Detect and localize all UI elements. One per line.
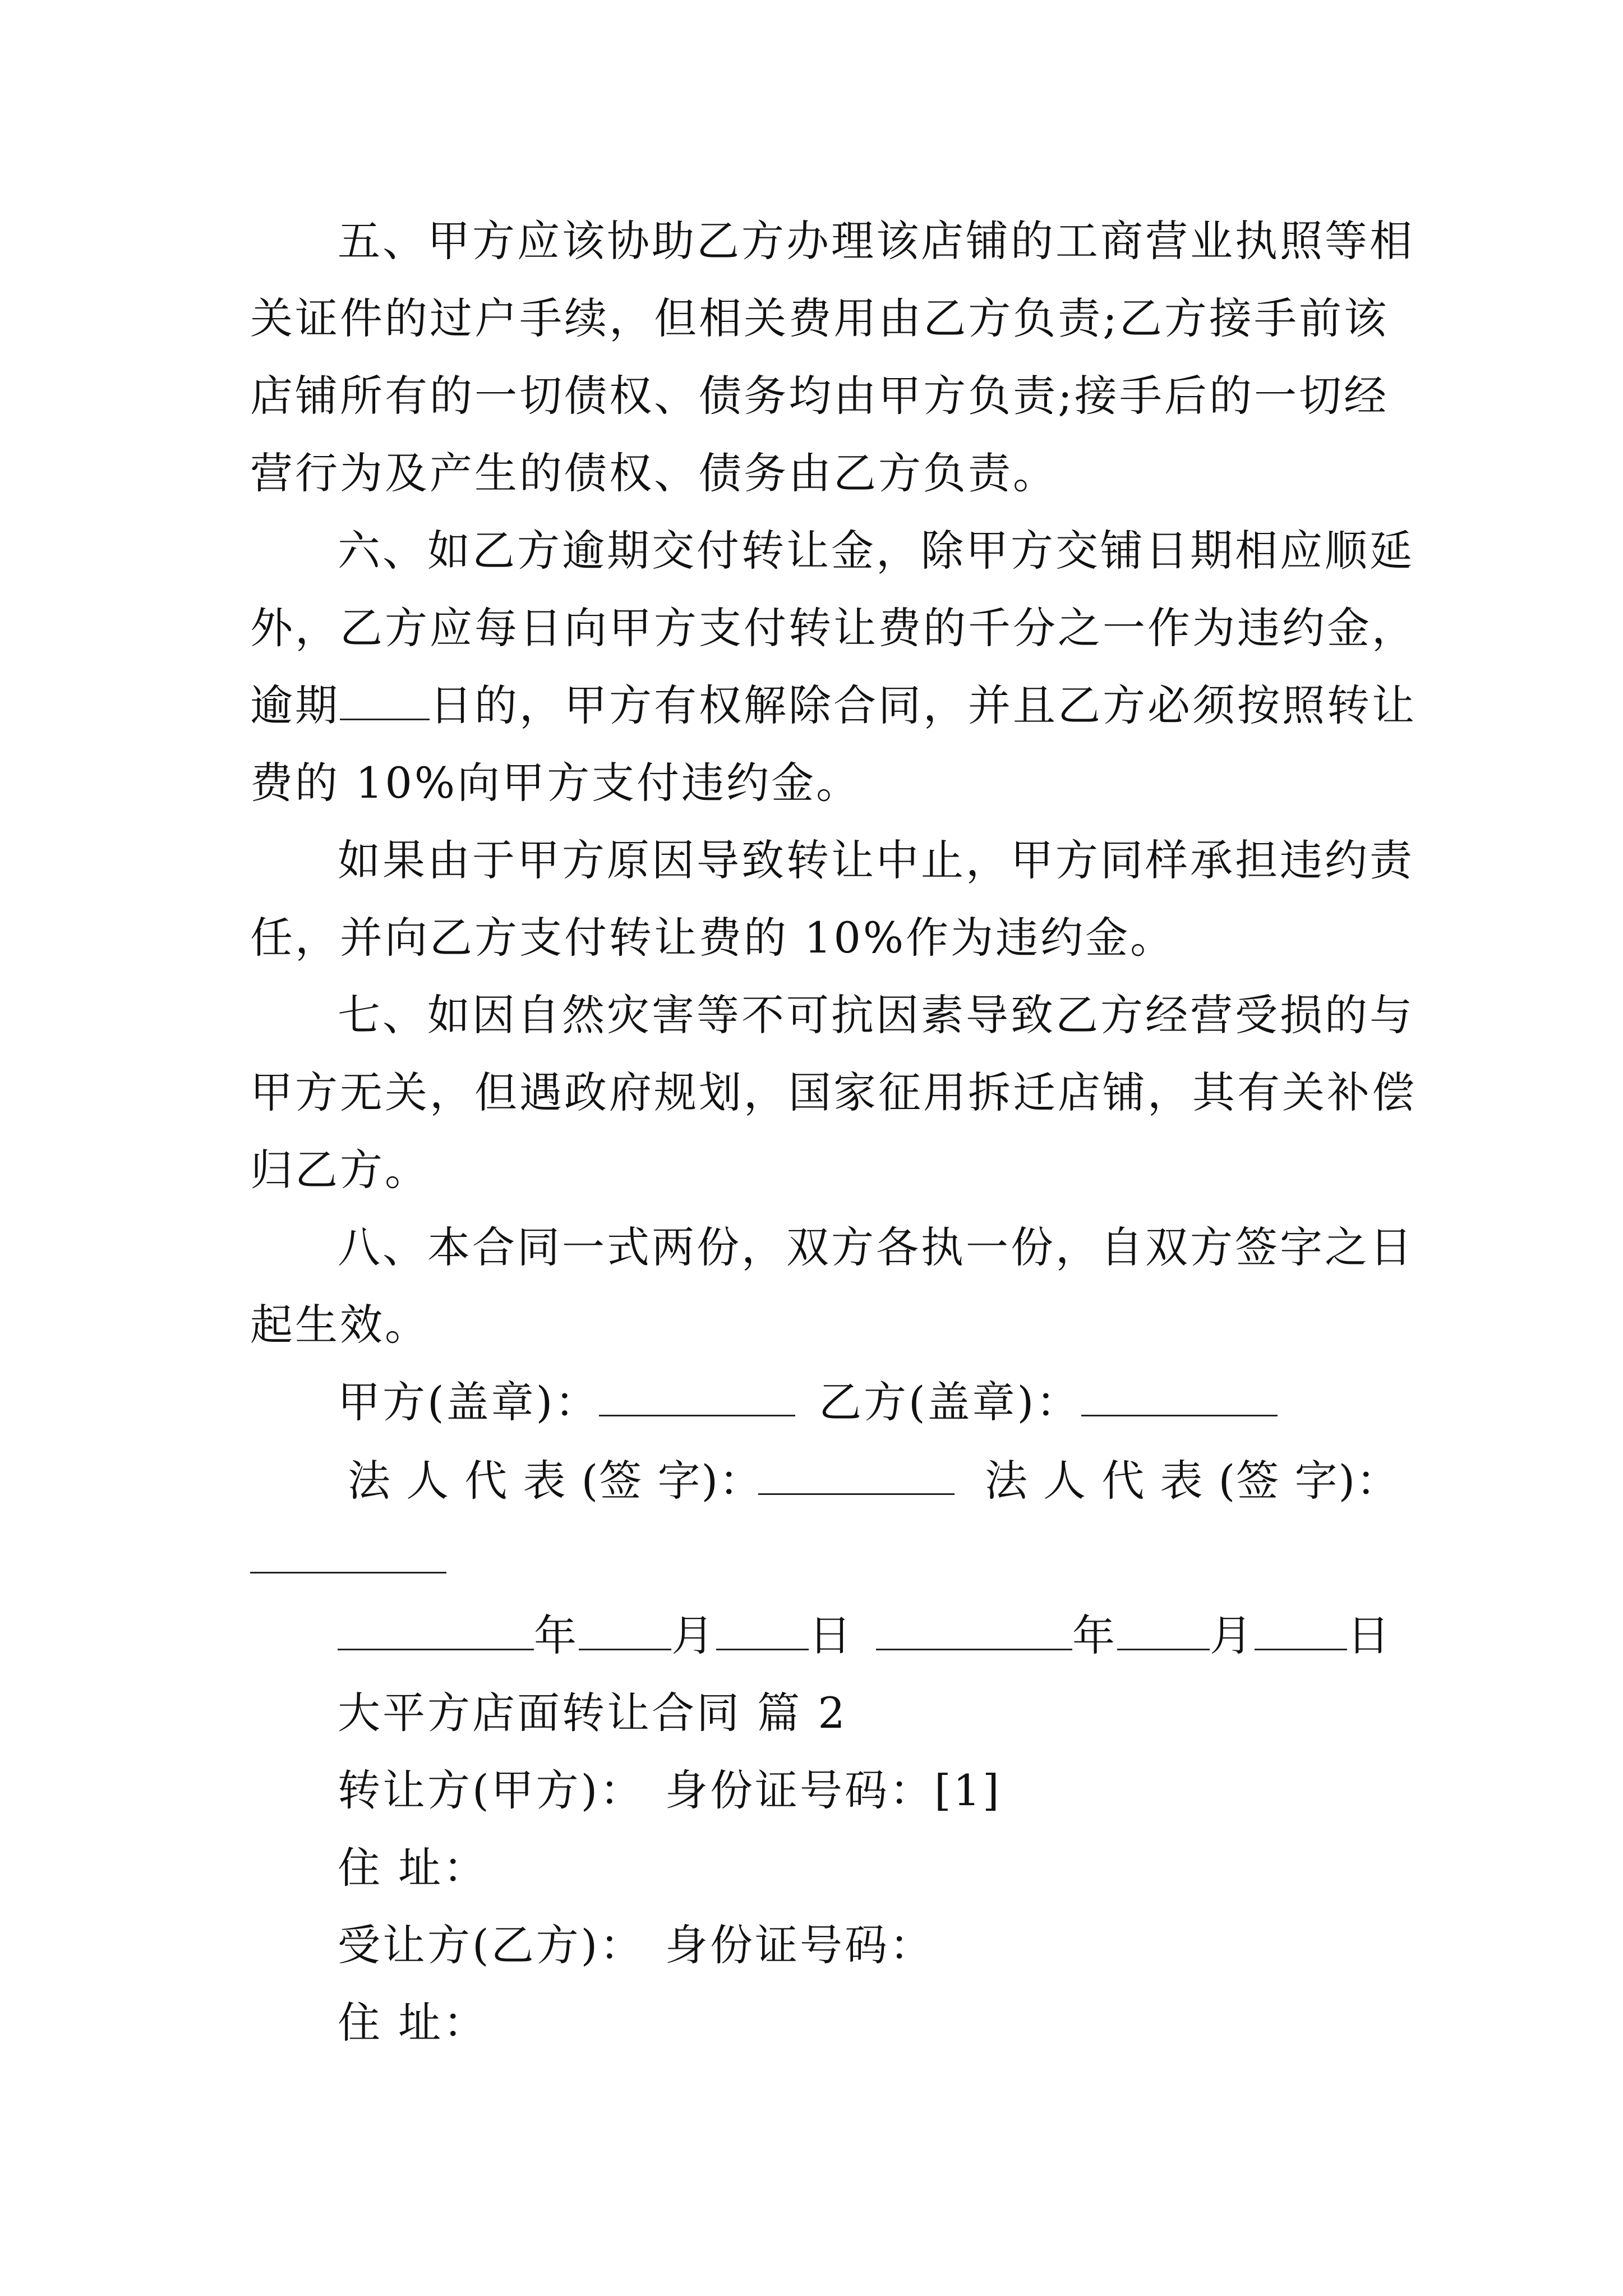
contract-2-title: 大平方店面转让合同 篇 2 <box>338 1688 847 1738</box>
legal-rep-b-blank <box>250 1572 446 1573</box>
paragraph-6-line-4: 费的 10%向甲方支付违约金。 <box>250 758 861 808</box>
paragraph-5-line-1: 五、甲方应该协助乙方办理该店铺的工商营业执照等相 <box>338 216 1414 266</box>
transferor-label: 转让方(甲方)： <box>338 1765 645 1815</box>
paragraph-7-line-2: 甲方无关，但遇政府规划，国家征用拆迁店铺，其有关补偿 <box>250 1068 1417 1117</box>
paragraph-5-line-4: 营行为及产生的债权、债务由乙方负责。 <box>250 448 1058 498</box>
date-a-year-label: 年 <box>534 1611 579 1660</box>
transferor-id-number: 身份证号码：[1] <box>665 1765 1002 1815</box>
transferee-id-number: 身份证号码： <box>665 1920 934 1970</box>
legal-rep-b-label: 法 人 代 表 (签 字)： <box>985 1456 1400 1506</box>
paragraph-7-line-3: 归乙方。 <box>250 1145 430 1195</box>
transferee-label: 受让方(乙方)： <box>338 1920 645 1970</box>
paragraph-5-line-2: 关证件的过户手续，但相关费用由乙方负责;乙方接手前该 <box>250 293 1389 343</box>
paragraph-8-line-1: 八、本合同一式两份，双方各执一份，自双方签字之日 <box>338 1222 1414 1272</box>
transferee-address-label: 住 址： <box>338 1998 488 2047</box>
paragraph-6-line-2: 外，乙方应每日向甲方支付转让费的千分之一作为违约金， <box>250 603 1417 653</box>
paragraph-6-line-1: 六、如乙方逾期交付转让金，除甲方交铺日期相应顺延 <box>338 526 1414 576</box>
date-b-month-label: 月 <box>1210 1611 1255 1660</box>
paragraph-6b-line-2: 任，并向乙方支付转让费的 10%作为违约金。 <box>250 913 1175 963</box>
paragraph-8-line-2: 起生效。 <box>250 1300 430 1350</box>
overdue-text: 日的，甲方有权解除合同，并且乙方必须按照转让 <box>430 680 1417 730</box>
date-b-day-label: 日 <box>1347 1611 1392 1660</box>
date-a-month-label: 月 <box>671 1611 716 1660</box>
transferor-address-label: 住 址： <box>338 1843 488 1893</box>
party-b-seal-label: 乙方(盖章)： <box>819 1377 1081 1427</box>
date-a-day-label: 日 <box>809 1611 854 1660</box>
overdue-days-blank <box>340 686 430 720</box>
party-b-seal-blank <box>1081 1415 1278 1416</box>
date-b-day-blank <box>1255 1616 1347 1650</box>
date-line <box>338 1608 1392 1664</box>
overdue-label: 逾期 <box>250 680 340 730</box>
paragraph-6-line-3 <box>250 678 1417 734</box>
date-b-year-label: 年 <box>1072 1611 1117 1660</box>
party-a-seal-label: 甲方(盖章)： <box>338 1377 600 1427</box>
date-a-month-blank <box>579 1616 671 1650</box>
date-b-month-blank <box>1117 1616 1210 1650</box>
date-a-year-blank <box>338 1616 534 1650</box>
date-a-day-blank <box>716 1616 809 1650</box>
party-a-seal-blank <box>599 1415 795 1416</box>
legal-rep-a-label: 法 人 代 表 (签 字)： <box>348 1456 763 1506</box>
date-b-year-blank <box>876 1616 1072 1650</box>
paragraph-6b-line-1: 如果由于甲方原因导致转让中止，甲方同样承担违约责 <box>338 835 1414 885</box>
paragraph-5-line-3: 店铺所有的一切债权、债务均由甲方负责;接手后的一切经 <box>250 371 1389 421</box>
paragraph-7-line-1: 七、如因自然灾害等不可抗因素导致乙方经营受损的与 <box>338 990 1414 1040</box>
legal-rep-a-blank <box>758 1493 955 1495</box>
